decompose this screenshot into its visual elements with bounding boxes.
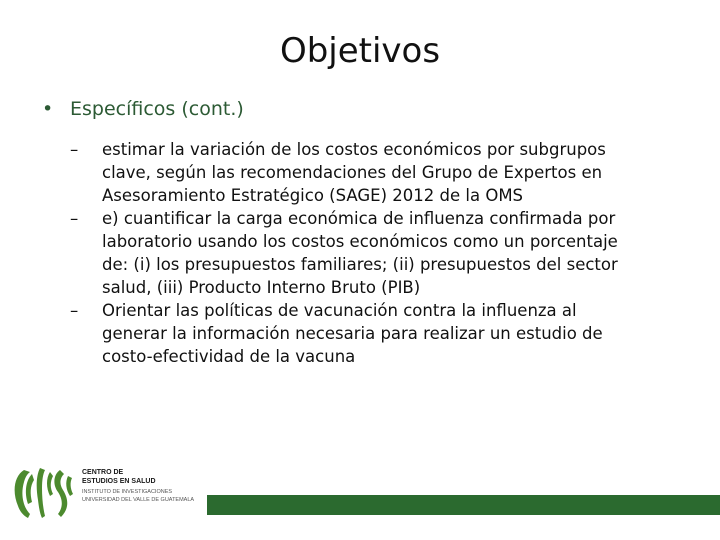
sub-bullet-item [70, 299, 670, 368]
dash-symbol: – [70, 140, 79, 159]
sub-bullet-item [70, 207, 670, 299]
text-line: Asesoramiento Estratégico (SAGE) 2012 de la OMS [102, 186, 524, 205]
ces-logo-icon [10, 462, 80, 522]
bullet-symbol: • [42, 98, 54, 120]
bullet-text: Específicos (cont.) [70, 98, 244, 120]
text-line: clave, según las recomendaciones del Grupo de Expertos en [102, 163, 603, 182]
slide-title: Objetivos [279, 31, 441, 71]
sub-bullet-item [70, 138, 670, 207]
footer-bar [207, 495, 720, 515]
text-line: Orientar las políticas de vacunación contra la influenza al [102, 301, 577, 320]
ces-logo [10, 462, 210, 522]
text-line: costo-efectividad de la vacuna [102, 347, 356, 366]
text-line: e) cuantificar la carga económica de influenza confirmada por [102, 209, 616, 228]
sub-bullet-list [70, 138, 670, 368]
text-line: salud, (iii) Producto Interno Bruto (PIB) [102, 278, 421, 297]
text-line: de: (i) los presupuestos familiares; (ii) presupuestos del sector [102, 255, 618, 274]
text-line: generar la información necesaria para realizar un estudio de [102, 324, 603, 343]
text-line: laboratorio usando los costos económicos como un porcentaje [102, 232, 618, 251]
logo-text [82, 468, 194, 504]
text-line: estimar la variación de los costos económicos por subgrupos [102, 140, 606, 159]
logo-line-1: CENTRO DE [82, 469, 124, 476]
logo-line-2: ESTUDIOS EN SALUD [82, 478, 156, 485]
dash-symbol: – [70, 301, 79, 320]
logo-line-4: UNIVERSIDAD DEL VALLE DE GUATEMALA [82, 497, 195, 503]
dash-symbol: – [70, 209, 79, 228]
logo-line-3: INSTITUTO DE INVESTIGACIONES [82, 489, 173, 495]
